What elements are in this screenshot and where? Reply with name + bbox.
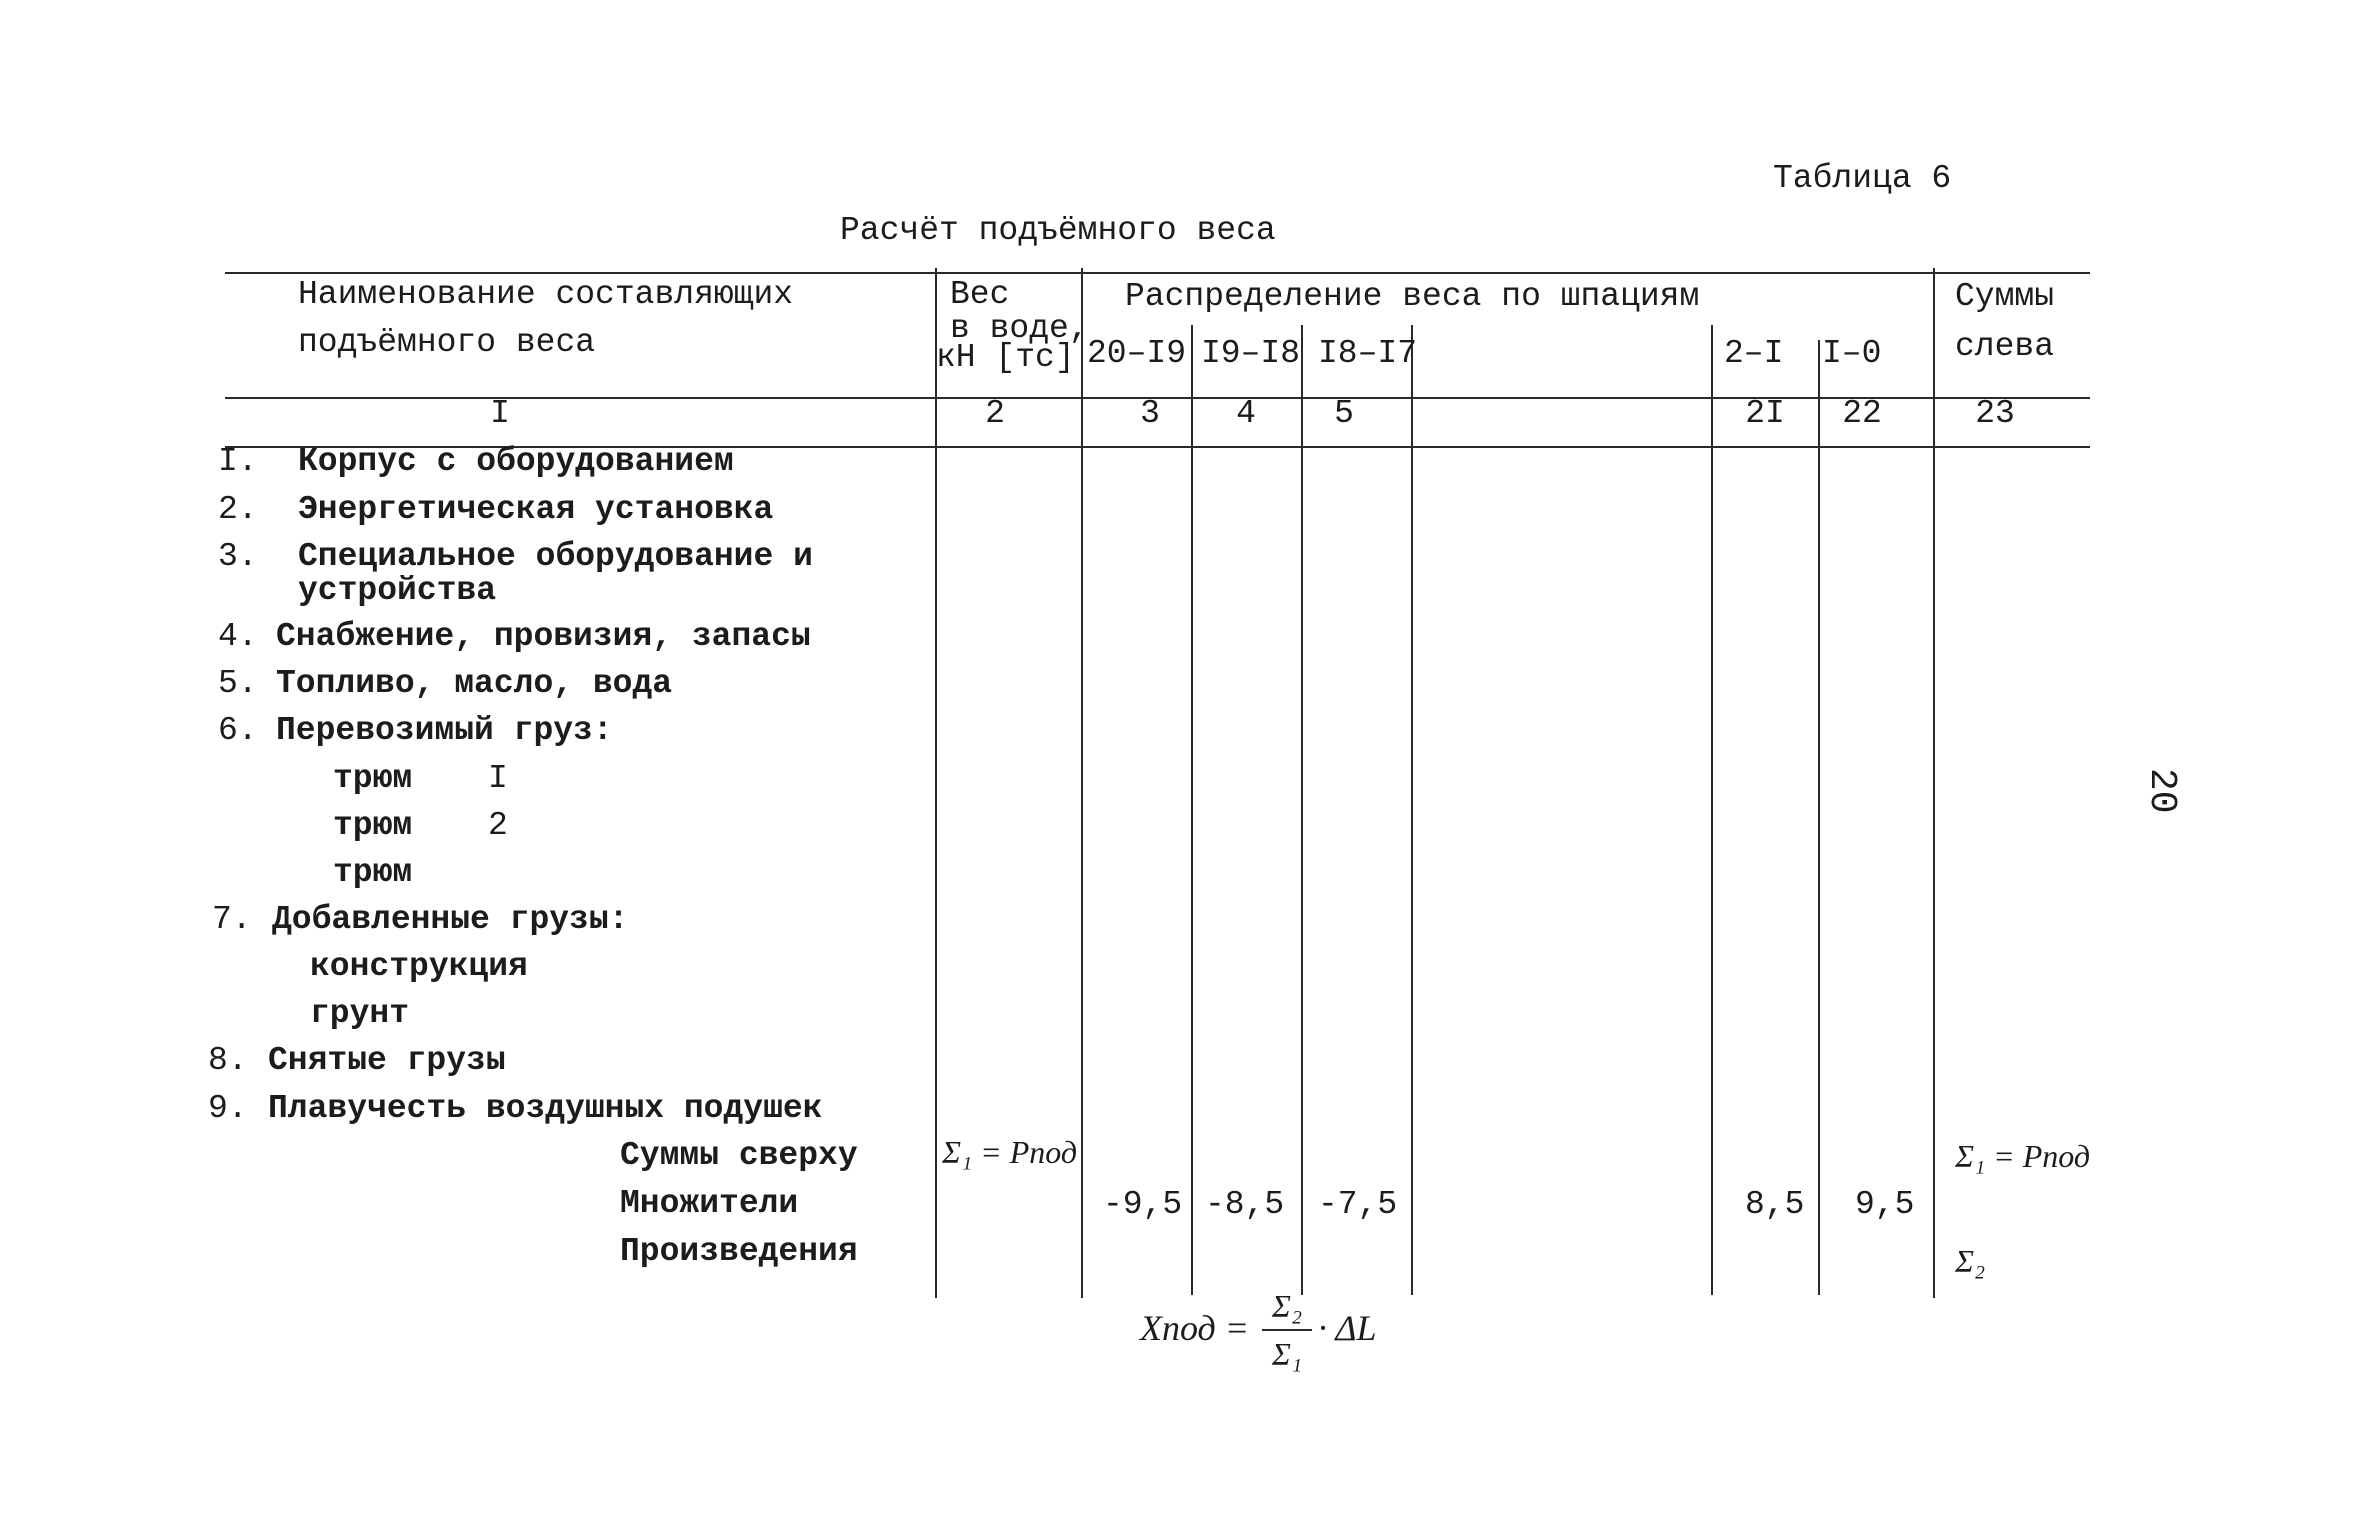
- multiplier-value: 8,5: [1745, 1186, 1805, 1223]
- row-label: Плавучесть воздушных подушек: [268, 1090, 823, 1127]
- formula-lhs: Xпод =: [1140, 1308, 1250, 1348]
- row-num: 5.: [218, 665, 258, 702]
- header-name-line1: Наименование составляющих: [298, 276, 794, 313]
- span-2-1: 2–I: [1724, 335, 1784, 372]
- row-label: Снабжение, провизия, запасы: [276, 618, 811, 655]
- header-name-line2: подъёмного веса: [298, 324, 596, 361]
- row-label: Корпус с оборудованием: [298, 443, 734, 480]
- sum1-left: Σ₁ = Pпод: [942, 1134, 1078, 1170]
- row-label: Добавленные грузы:: [272, 901, 629, 938]
- row-label: Специальное оборудование и: [298, 538, 813, 575]
- row-label: Топливо, масло, вода: [276, 665, 673, 702]
- span-1-0: I–0: [1822, 335, 1882, 372]
- row-sub: 2: [488, 807, 508, 844]
- page-title: Расчёт подъёмного веса: [840, 212, 1276, 249]
- col-divider-7: [1818, 340, 1820, 1295]
- header-weight-line2: в воде,: [950, 310, 1089, 347]
- multipliers-label: Множители: [620, 1185, 799, 1222]
- row-num: 3.: [218, 538, 258, 575]
- row-label-cont: устройства: [298, 572, 497, 609]
- col-divider-6: [1711, 325, 1713, 1295]
- row-num: 4.: [218, 618, 258, 655]
- row-label: грунт: [310, 995, 410, 1032]
- header-weight-line1: Вес: [950, 276, 1010, 313]
- formula-numerator: Σ₂: [1271, 1288, 1303, 1324]
- colnum-1: I: [490, 395, 510, 432]
- row-sub: I: [488, 760, 508, 797]
- span-20-19: 20–I9: [1087, 335, 1187, 372]
- formula-rhs: · ΔL: [1318, 1308, 1377, 1348]
- row-num: 7.: [212, 901, 252, 938]
- row-num: 9.: [208, 1090, 248, 1127]
- col-divider-4: [1301, 325, 1303, 1295]
- page-number: 20: [2140, 768, 2183, 814]
- row-label: трюм: [333, 807, 413, 844]
- row-label: Перевозимый груз:: [276, 712, 613, 749]
- col-divider-5: [1411, 325, 1413, 1295]
- sums-label: Суммы сверху: [620, 1137, 858, 1174]
- header-weight-line3: кН [тс]: [936, 339, 1075, 376]
- header-distribution: Распределение веса по шпациям: [1125, 278, 1700, 315]
- row-label: трюм: [333, 854, 413, 891]
- row-label: трюм: [333, 760, 413, 797]
- sum2: Σ₂: [1955, 1243, 1986, 1279]
- row-num: 6.: [218, 712, 258, 749]
- header-sums-line1: Суммы: [1955, 278, 2055, 315]
- row-label: Снятые грузы: [268, 1042, 506, 1079]
- sum1-right: Σ₁ = Pпод: [1955, 1138, 2091, 1174]
- col-divider-1: [935, 268, 937, 1298]
- table-label: Таблица 6: [1773, 160, 1952, 197]
- span-19-18: I9–I8: [1201, 335, 1301, 372]
- row-num: I.: [218, 443, 258, 480]
- multiplier-value: -8,5: [1205, 1186, 1285, 1223]
- col-divider-8: [1933, 268, 1935, 1298]
- formula-fraction-bar: [1262, 1329, 1312, 1331]
- multiplier-value: -7,5: [1318, 1186, 1398, 1223]
- colnum-21: 2I: [1745, 395, 1785, 432]
- colnum-2: 2: [985, 395, 1005, 432]
- row-label: конструкция: [310, 948, 528, 985]
- row-label: Энергетическая установка: [298, 491, 774, 528]
- colnum-5: 5: [1334, 395, 1354, 432]
- colnum-4: 4: [1236, 395, 1256, 432]
- formula-denominator: Σ₁: [1271, 1336, 1303, 1372]
- header-sums-line2: слева: [1955, 328, 2055, 365]
- table-top-rule: [225, 272, 2090, 274]
- colnum-22: 22: [1842, 395, 1882, 432]
- col-divider-3: [1191, 325, 1193, 1295]
- colnum-23: 23: [1975, 395, 2015, 432]
- products-label: Произведения: [620, 1233, 858, 1270]
- multiplier-value: 9,5: [1855, 1186, 1915, 1223]
- col-divider-2: [1081, 268, 1083, 1298]
- span-18-17: I8–I7: [1318, 335, 1418, 372]
- multiplier-value: -9,5: [1103, 1186, 1183, 1223]
- colnum-3: 3: [1140, 395, 1160, 432]
- row-num: 8.: [208, 1042, 248, 1079]
- row-num: 2.: [218, 491, 258, 528]
